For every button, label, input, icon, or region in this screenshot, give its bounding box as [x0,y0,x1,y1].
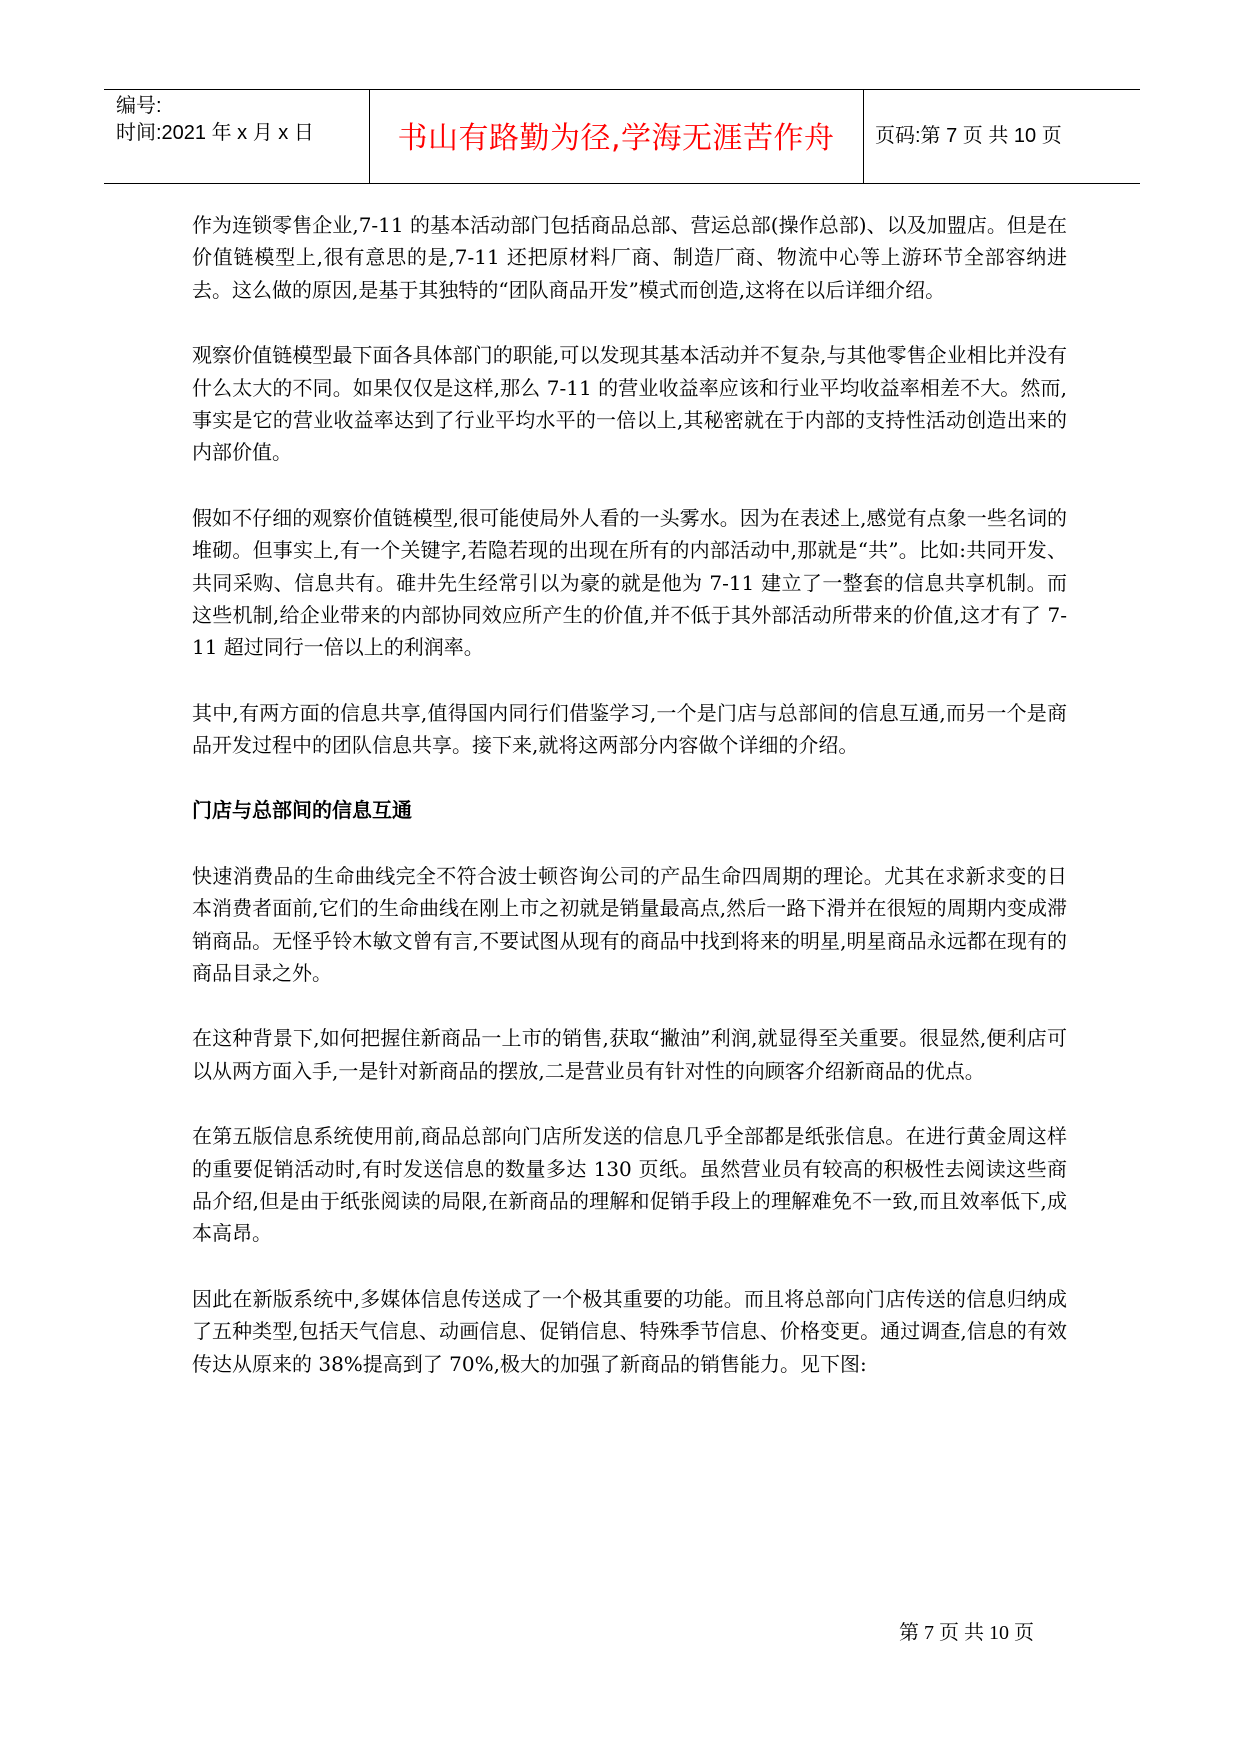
body-paragraph: 在这种背景下,如何把握住新商品一上市的销售,获取“撇油”利润,就显得至关重要。很显然,便利店可以从两方面入手,一是针对新商品的摆放,二是营业员有针对性的向顾客介绍新商品的优点。 [192,1026,1067,1083]
header-motto: 书山有路勤为径,学海无涯苦作舟 [397,121,835,156]
header-motto-cell [369,90,864,183]
date-label: 时间:2021 年 x 月 x 日 [116,122,314,144]
page-header [104,89,1140,184]
body-paragraph: 快速消费品的生命曲线完全不符合波士顿咨询公司的产品生命四周期的理论。尤其在求新求变的日本消费者面前,它们的生命曲线在刚上市之初就是销量最高点,然后一路下滑并在很短的周期内变成滞销商品。无怪乎铃木敏文曾有言,不要试图从现有的商品中找到将来的明星,明星商品永远都在现有的商品目录之外。 [192,863,1067,985]
header-page-cell [863,90,1140,183]
body-paragraph: 在第五版信息系统使用前,商品总部向门店所发送的信息几乎全部都是纸张信息。在进行黄金周这样的重要促销活动时,有时发送信息的数量多达 130 页纸。虽然营业员有较高的积极性去阅读这些商品介绍,但是由于纸张阅读的局限,在新商品的理解和促销手段上的理解难免不一致,而且效率低下,成本高昂。 [192,1124,1067,1246]
body-paragraph: 因此在新版系统中,多媒体信息传送成了一个极其重要的功能。而且将总部向门店传送的信息归纳成了五种类型,包括天气信息、动画信息、促销信息、特殊季节信息、价格变更。通过调查,信息的有效传达从原来的 38%提高到了 70%,极大的加强了新商品的销售能力。见下图: [192,1286,1067,1376]
document-body [192,209,1067,1413]
header-info-cell [104,90,370,183]
section-heading: 门店与总部间的信息互通 [192,797,412,822]
header-page-number: 页码:第 7 页 共 10 页 [875,125,1062,147]
serial-number-label: 编号: [116,95,162,117]
body-paragraph: 其中,有两方面的信息共享,值得国内同行们借鉴学习,一个是门店与总部间的信息互通,而另一个是商品开发过程中的团队信息共享。接下来,就将这两部分内容做个详细的介绍。 [192,700,1067,758]
body-paragraph: 作为连锁零售企业,7-11 的基本活动部门包括商品总部、营运总部(操作总部)、以及加盟店。但是在价值链模型上,很有意思的是,7-11 还把原材料厂商、制造厂商、物流中心等上游环节全部容纳进去。这么做的原因,是基于其独特的“团队商品开发”模式而创造,这将在以后详细介绍。 [192,213,1067,302]
body-paragraph: 观察价值链模型最下面各具体部门的职能,可以发现其基本活动并不复杂,与其他零售企业相比并没有什么太大的不同。如果仅仅是这样,那么 7-11 的营业收益率应该和行业平均收益率相差不大。然而,事实是它的营业收益率达到了行业平均水平的一倍以上,其秘密就在于内部的支持性活动创造出来的内部价值。 [192,343,1067,465]
body-paragraph: 假如不仔细的观察价值链模型,很可能使局外人看的一头雾水。因为在表述上,感觉有点象一些名词的堆砌。但事实上,有一个关键字,若隐若现的出现在所有的内部活动中,那就是“共”。比如:共同开发、共同采购、信息共有。碓井先生经常引以为豪的就是他为 7-11 建立了一整套的信息共享机制。而这些机制,给企业带来的内部协同效应所产生的价值,并不低于其外部活动所带来的价值,这才有了 7-11 超过同行一倍以上的利润率。 [192,505,1067,660]
page-footer: 第 7 页 共 10 页 [899,1622,1034,1644]
